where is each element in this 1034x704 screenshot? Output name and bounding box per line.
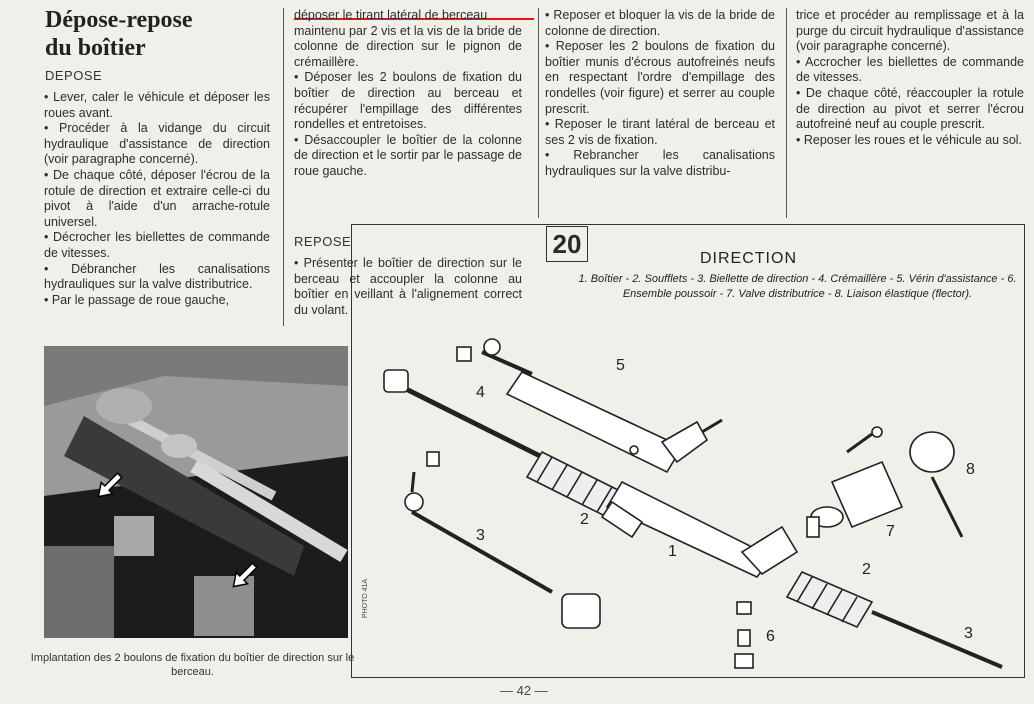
column-4 [796,8,1024,148]
col2-para-3: • Désaccoupler le boîtier de la colonne de direction et le sortir par le passage de roue gauche. [294,132,522,178]
depose-heading: DEPOSE [45,68,103,83]
depose-para-6: • Par le passage de roue gauche, [44,292,230,307]
callout-8: 8 [966,461,975,478]
depose-para-3: • De chaque côté, déposer l'écrou de la rotule de direction et extraire celle-ci du pivot à l'aide d'un arrache-rotule universel. [44,167,270,229]
col3-para-4: • Rebrancher les canalisations hydrauliques sur la valve distribu- [545,148,775,178]
title-line-1: Dépose-repose [45,7,193,33]
callout-2-left: 2 [580,511,589,528]
callout-3-left: 3 [476,527,485,544]
col2-para-1: maintenu par 2 vis et la vis de la bride de colonne de direction sur le pignon de crémaillère. [294,23,522,69]
callout-2-right: 2 [862,561,871,578]
column-2 [294,8,522,180]
photo-caption: Implantation des 2 boulons de fixation du boîtier de direction sur le berceau. [30,652,355,678]
steering-box-photo [44,346,348,638]
figure-title: DIRECTION [700,250,797,267]
col3-para-2: • Reposer les 2 boulons de fixation du boîtier munis d'écrous autofreinés neufs en respectant l'ordre d'empillage des rondelles (voir figure) et serrer au couple prescrit. [545,39,775,116]
photo-code: PHOTO 41A [362,578,370,619]
callout-5: 5 [616,357,625,374]
depose-para-2: • Procéder à la vidange du circuit hydraulique d'assistance de direction (voir paragraphe concerné). [44,121,270,167]
callout-7: 7 [886,523,895,540]
col4-para-2: • Accrocher les biellettes de commande de vitesses. [796,54,1024,85]
col4-para-3: • De chaque côté, réaccoupler la rotule de direction au pivot et serrer l'écrou autofreiné neuf au couple prescrit. [796,85,1024,132]
steering-exploded-diagram [352,322,1022,676]
page-number: — 42 — [500,683,548,698]
repose-heading: REPOSE [294,234,352,249]
column-divider-2 [538,8,539,218]
col2-para-2: • Déposer les 2 boulons de fixation du boîtier de direction au berceau et récupérer l'empillage des différentes rondelles et entretoises. [294,70,522,132]
title-line-2: du boîtier [45,35,146,61]
depose-para-5: • Débrancher les canalisations hydrauliques sur la valve distributrice. [44,261,270,292]
depose-column [44,90,270,308]
col3-para-1: • Reposer et bloquer la vis de la bride de colonne de direction. [545,8,775,38]
callout-6: 6 [766,628,775,645]
col4-para-4: • Reposer les roues et le véhicule au sol. [796,132,1023,147]
highlighted-text: déposer le tirant latéral de berceau [294,8,488,22]
col3-para-3: • Reposer le tirant latéral de berceau et ses 2 vis de fixation. [545,117,775,147]
column-divider-3 [786,8,787,218]
callout-3-right: 3 [964,625,973,642]
column-3 [545,8,775,180]
column-divider-1 [283,8,284,326]
figure-legend: 1. Boîtier - 2. Soufflets - 3. Biellette de direction - 4. Crémaillère - 5. Vérin d'assistance - 6. Ensemble poussoir - 7. Valve distributrice - 8. Liaison élastique (flector). [578,273,1017,300]
page-title [45,6,193,62]
depose-para-1: • Lever, caler le véhicule et déposer les roues avant. [44,90,270,120]
figure-number: 20 [546,226,588,262]
col4-para-1: trice et procéder au remplissage et à la purge du circuit hydraulique d'assistance (voir paragraphe concerné). [796,8,1024,54]
callout-4: 4 [476,384,485,401]
photo-illustration [44,346,348,638]
depose-para-4: • Décrocher les biellettes de commande de vitesses. [44,230,270,260]
bellows-right [787,572,872,627]
callout-1: 1 [668,543,677,560]
repose-para-1: • Présenter le boîtier de direction sur le berceau et accoupler la colonne au boîtier en veillant à l'alignement correct du volant. [294,256,522,317]
